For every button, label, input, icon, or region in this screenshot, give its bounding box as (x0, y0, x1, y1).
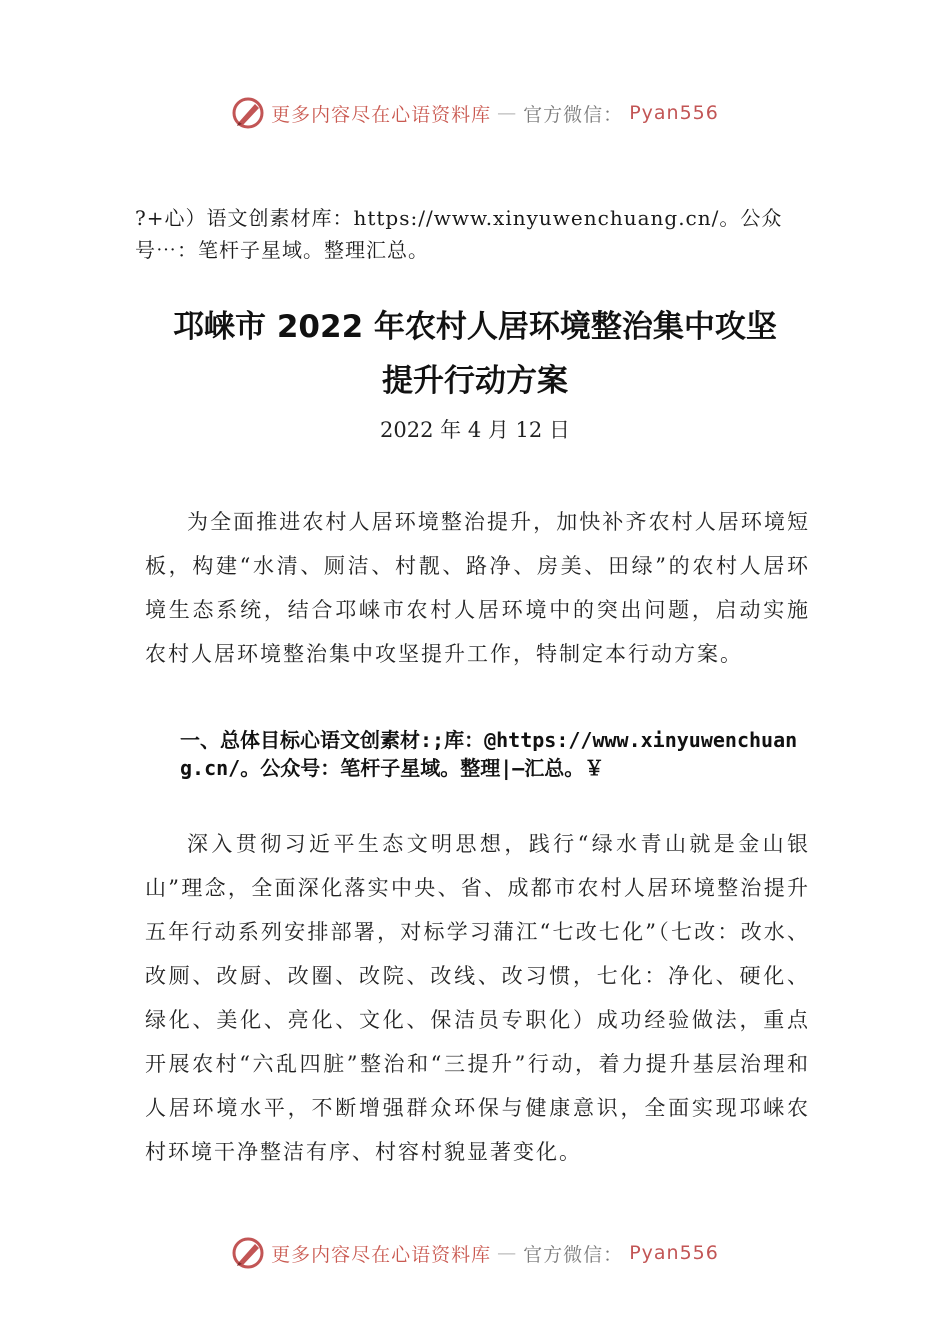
section-heading: 一、总体目标心语文创素材:;库：@https://www.xinyuwenchuang.cn/。公众号：笔杆子星域。整理|—汇总。￥ (180, 728, 798, 780)
title-line-2: 提升行动方案 (382, 363, 568, 399)
watermark-footer (0, 1236, 950, 1270)
document-date: 2022 年 4 月 12 日 (380, 418, 570, 442)
watermark-header (0, 96, 950, 130)
intro-paragraph: 为全面推进农村人居环境整治提升，加快补齐农村人居环境短板，构建“水清、厕洁、村靓、路净、房美、田绿”的农村人居环境生态系统，结合邛崃市农村人居环境中的突出问题，启动实施农村人居环境整治集中攻坚提升工作，特制定本行动方案。 (145, 510, 810, 666)
watermark-text: 更多内容尽在心语资料库 (271, 103, 492, 126)
pen-logo-icon (231, 1236, 265, 1270)
watermark-wechat-id: Pyan556 (629, 1242, 719, 1264)
watermark-separator: — (497, 102, 518, 124)
title-line-1: 邛崃市 2022 年农村人居环境整治集中攻坚 (173, 309, 777, 345)
watermark-label: 官方微信： (523, 103, 624, 126)
pen-logo-icon (231, 96, 265, 130)
document-title (100, 300, 850, 408)
watermark-wechat-id: Pyan556 (629, 102, 719, 124)
section-body-paragraph: 深入贯彻习近平生态文明思想，践行“绿水青山就是金山银山”理念，全面深化落实中央、省、成都市农村人居环境整治提升五年行动系列安排部署，对标学习蒲江“七改七化”（七改：改水、改厕、改厨、改圈、改院、改线、改习惯，七化：净化、硬化、绿化、美化、亮化、文化、保洁员专职化）成功经验做法，重点开展农村“六乱四脏”整治和“三提升”行动，着力提升基层治理和人居环境水平，不断增强群众环保与健康意识，全面实现邛崃农村环境干净整洁有序、村容村貌显著变化。 (145, 832, 810, 1164)
watermark-text: 更多内容尽在心语资料库 (271, 1243, 492, 1266)
watermark-label: 官方微信： (523, 1243, 624, 1266)
watermark-separator: — (497, 1242, 518, 1264)
header-note: ?+心）语文创素材库：https://www.xinyuwenchuang.cn/。公众号⋯：笔杆子星域。整理汇总。 (135, 206, 783, 262)
